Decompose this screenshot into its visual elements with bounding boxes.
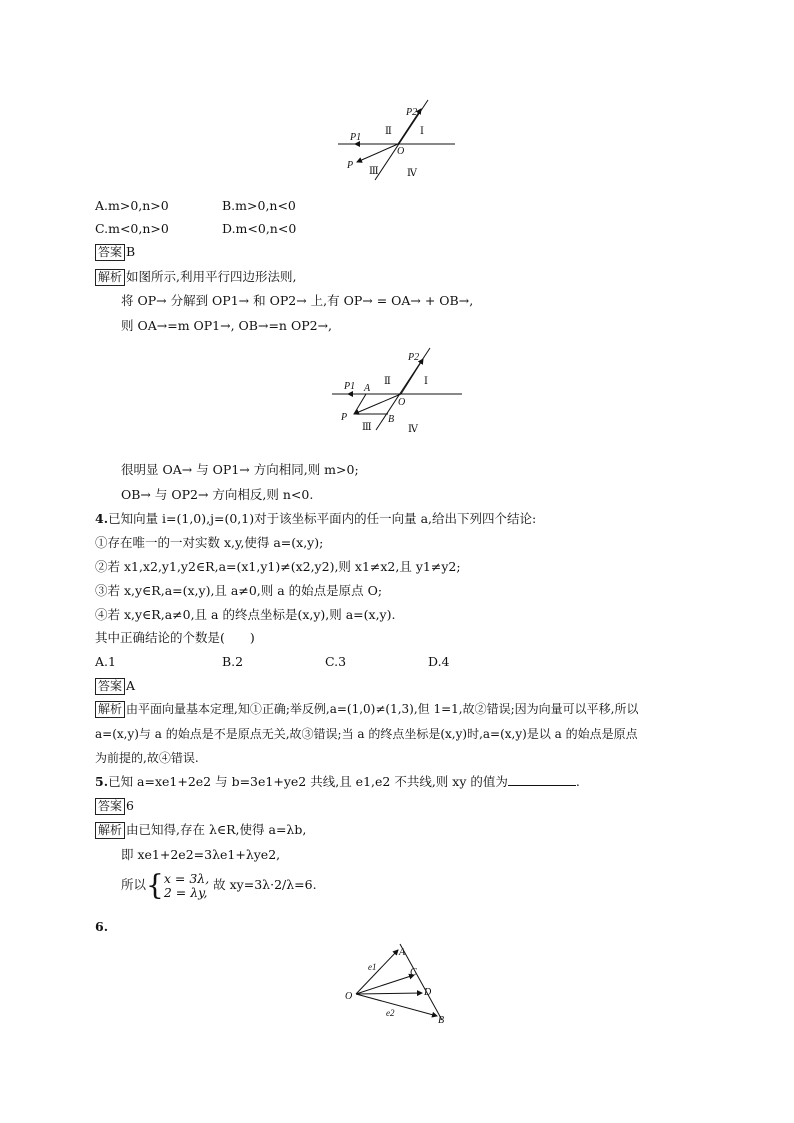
q4-option-c: C.3	[325, 654, 347, 669]
label-e1: e1	[368, 962, 377, 972]
q3-option-a: A.m>0,n>0	[95, 198, 169, 213]
q4-answer	[95, 677, 734, 695]
q5-answer	[95, 797, 734, 815]
label-c: C	[410, 967, 417, 978]
label-quadrant-1: Ⅰ	[420, 126, 424, 137]
q3-option-d: D.m<0,n<0	[222, 221, 297, 236]
q4-item-2: ②若 x1,x2,y1,y2∈R,a=(x1,y1)≠(x2,y2),则 x1≠x2,且 y1≠y2;	[95, 559, 461, 574]
q3-analysis-line-2: 将 OP→ 分解到 OP1→ 和 OP2→ 上,有 OP→ = OA→ + OB→,	[121, 293, 474, 308]
q4-question: 其中正确结论的个数是( )	[95, 630, 255, 645]
q5-analysis-line-3: 所以{x = 3λ, 2 = λy, 故 xy=3λ·2/λ=6.	[121, 868, 317, 902]
q4-stem: 4.已知向量 i=(1,0),j=(0,1)对于该坐标平面内的任一向量 a,给出下列四个结论:	[95, 511, 537, 526]
label-p1: P1	[344, 381, 356, 392]
label-quadrant-4: Ⅳ	[408, 424, 418, 435]
label-quadrant-3: Ⅲ	[362, 422, 372, 433]
label-a: A	[399, 947, 406, 958]
label-p: P	[347, 160, 354, 171]
label-o: O	[398, 397, 406, 408]
label-quadrant-1: Ⅰ	[424, 376, 428, 387]
label-quadrant-2: Ⅱ	[385, 126, 392, 137]
q3-analysis-line-3: 则 OA→=m OP1→, OB→=n OP2→,	[121, 318, 333, 333]
label-p: P	[341, 412, 348, 423]
answer-tag: 答案	[95, 244, 125, 261]
label-b: B	[438, 1015, 445, 1026]
equation-system: x = 3λ, 2 = λy,	[163, 870, 210, 900]
q4-item-1: ①存在唯一的一对实数 x,y,使得 a=(x,y);	[95, 535, 324, 550]
label-p2: P2	[408, 352, 420, 363]
q4-analysis-line-1: 解析 由平面向量基本定理,知①正确;举反例,a=(1,0)≠(1,3),但 1=1,故②错误;因为向量可以平移,所以	[95, 700, 734, 718]
figure-parallelogram	[326, 344, 466, 439]
label-e2: e2	[386, 1008, 395, 1018]
q5-answer-value: 6	[126, 798, 134, 813]
q4-option-d: D.4	[428, 654, 450, 669]
q4-analysis-line-2: a=(x,y)与 a 的始点是不是原点无关,故③错误;当 a 的终点坐标是(x,y)时,a=(x,y)是以 a 的始点是原点	[95, 727, 638, 741]
q6-stem	[95, 918, 734, 936]
q3-answer	[95, 243, 734, 261]
analysis-tag: 解析	[95, 822, 125, 839]
q5-analysis-line-2: 即 xe1+2e2=3λe1+λye2,	[121, 847, 281, 862]
q3-answer-value: B	[126, 244, 136, 259]
q5-number: 5.	[95, 774, 109, 789]
answer-tag: 答案	[95, 798, 125, 815]
q4-answer-value: A	[126, 678, 136, 693]
q5-stem: 5.已知 a=xe1+2e2 与 b=3e1+ye2 共线,且 e1,e2 不共线,则 xy 的值为 .	[95, 774, 580, 789]
label-quadrant-2: Ⅱ	[384, 376, 391, 387]
label-o: O	[345, 991, 353, 1002]
label-a: A	[364, 383, 371, 394]
q3-option-b: B.m>0,n<0	[222, 198, 296, 213]
q5-analysis-line-1: 解析 由已知得,存在 λ∈R,使得 a=λb,	[95, 821, 734, 839]
answer-tag: 答案	[95, 678, 125, 695]
analysis-tag: 解析	[95, 269, 125, 286]
q3-analysis-line-1: 解析 如图所示,利用平行四边形法则,	[95, 268, 734, 286]
label-b: B	[388, 414, 395, 425]
q4-number: 4.	[95, 511, 109, 526]
q4-analysis-line-3: 为前提的,故④错误.	[95, 751, 199, 765]
q3-option-c: C.m<0,n>0	[95, 221, 169, 236]
figure-vectors-oab	[342, 942, 457, 1027]
q4-option-a: A.1	[95, 654, 116, 669]
figure-vector-decomposition	[330, 95, 465, 190]
label-o: O	[397, 146, 405, 157]
label-p1: P1	[350, 132, 362, 143]
q6-number: 6.	[95, 919, 109, 934]
q4-option-b: B.2	[222, 654, 244, 669]
q4-item-4: ④若 x,y∈R,a≠0,且 a 的终点坐标是(x,y),则 a=(x,y).	[95, 607, 396, 622]
q3-conclusion-line-1: 很明显 OA→ 与 OP1→ 方向相同,则 m>0;	[121, 462, 359, 477]
q5-blank	[508, 773, 576, 786]
q3-conclusion-line-2: OB→ 与 OP2→ 方向相反,则 n<0.	[121, 487, 314, 502]
q4-item-3: ③若 x,y∈R,a=(x,y),且 a≠0,则 a 的始点是原点 O;	[95, 583, 383, 598]
label-quadrant-3: Ⅲ	[369, 166, 379, 177]
analysis-tag: 解析	[95, 701, 125, 718]
label-d: D	[424, 987, 432, 998]
label-quadrant-4: Ⅳ	[407, 168, 417, 179]
label-p2: P2	[406, 107, 418, 118]
